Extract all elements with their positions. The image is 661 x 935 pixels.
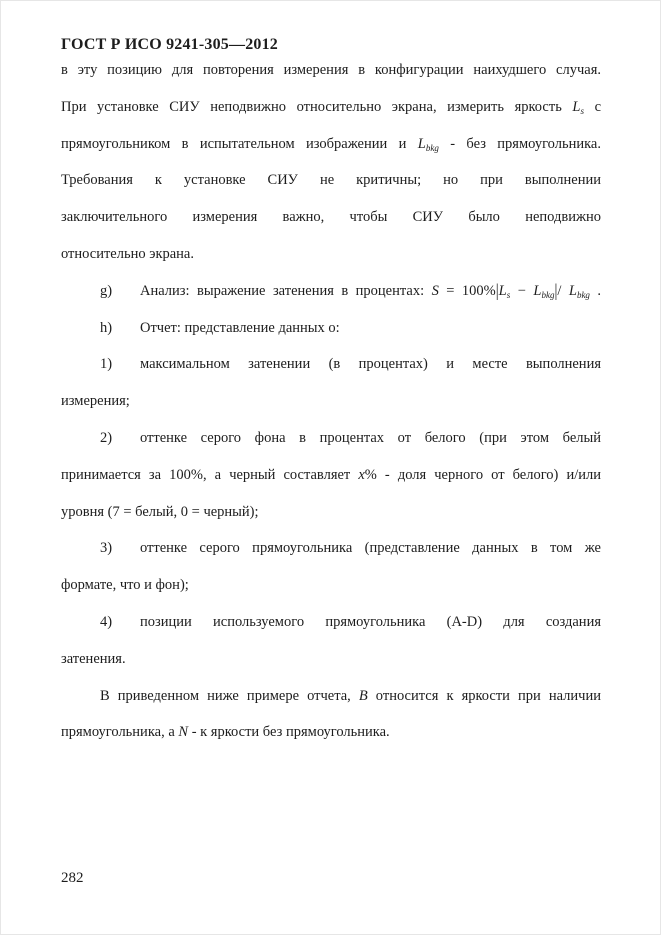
- text-line: [61, 52, 601, 89]
- text-line: [61, 641, 601, 678]
- list-marker: 3): [100, 540, 113, 557]
- math-bar: |: [554, 280, 558, 301]
- text-segment: заключительного измерения важно, чтобы СИУ было неподвижно: [61, 209, 601, 226]
- text-segment: % - доля черного от белого) и/или: [364, 466, 601, 483]
- math-variable: B: [358, 687, 368, 704]
- text-segment: максимальном затенении (в процентах) и месте выполнения: [140, 356, 601, 373]
- list-marker: 1): [100, 356, 113, 373]
- text-line: [61, 199, 601, 236]
- text-line: [61, 494, 601, 531]
- text-line: [61, 89, 601, 126]
- text-line: [61, 162, 601, 199]
- text-segment: оттенке серого прямоугольника (представление данных в том же: [140, 540, 601, 557]
- math-variable: L: [568, 282, 577, 299]
- text-line: [61, 310, 601, 347]
- text-segment: - к яркости без прямоугольника.: [188, 724, 390, 741]
- text-line: [61, 567, 601, 604]
- text-segment: .: [589, 282, 602, 299]
- text-segment: относительно экрана.: [61, 245, 194, 262]
- math-subscript: bkg: [425, 142, 439, 153]
- text-segment: В приведенном ниже примере отчета,: [100, 687, 359, 704]
- math-variable: S: [431, 282, 439, 299]
- document-header: ГОСТ Р ИСО 9241-305—2012: [61, 36, 278, 53]
- page-number: 282: [61, 870, 84, 886]
- text-line: [61, 236, 601, 273]
- math-subscript: s: [506, 289, 511, 300]
- text-segment: оттенке серого фона в процентах от белого (при этом белый: [140, 429, 601, 446]
- list-marker: 4): [100, 613, 113, 630]
- math-bar: |: [495, 280, 499, 301]
- math-variable: L: [533, 282, 542, 299]
- text-line: [61, 678, 601, 715]
- text-segment: относится к яркости при наличии: [367, 687, 601, 704]
- text-segment: уровня (7 = белый, 0 = черный);: [61, 503, 259, 520]
- text-segment: в эту позицию для повторения измерения в конфигурации наихудшего случая.: [61, 62, 601, 78]
- math-subscript: bkg: [541, 289, 555, 300]
- text-line: [61, 273, 601, 310]
- math-variable: L: [417, 135, 426, 152]
- text-segment: прямоугольником в испытательном изображении и: [61, 135, 418, 152]
- text-segment: принимается за 100%, а черный составляет: [61, 466, 359, 483]
- text-line: [61, 530, 601, 567]
- math-variable: x: [358, 466, 365, 483]
- math-variable: L: [572, 98, 581, 115]
- text-line: [61, 604, 601, 641]
- text-segment: измерения;: [61, 393, 130, 410]
- body-text: [61, 52, 601, 751]
- text-line: [61, 457, 601, 494]
- math-variable: N: [178, 724, 189, 741]
- text-segment: с: [583, 98, 602, 115]
- text-line: [61, 383, 601, 420]
- list-marker: h): [100, 319, 113, 336]
- text-line: [61, 420, 601, 457]
- text-segment: −: [510, 282, 534, 299]
- text-line: [61, 714, 601, 751]
- text-line: [61, 346, 601, 383]
- text-segment: формате, что и фон);: [61, 577, 189, 594]
- text-segment: прямоугольника, а: [61, 724, 179, 741]
- text-segment: Анализ: выражение затенения в процентах:: [140, 282, 432, 299]
- text-segment: позиции используемого прямоугольника (A-D) для создания: [140, 613, 601, 630]
- text-segment: При установке СИУ неподвижно относительно экрана, измерить яркость: [61, 98, 573, 115]
- text-line: [61, 126, 601, 163]
- math-subscript: bkg: [576, 289, 590, 300]
- math-subscript: s: [580, 105, 584, 116]
- list-marker: 2): [100, 429, 113, 446]
- math-variable: L: [498, 282, 507, 299]
- text-segment: = 100%: [438, 282, 496, 299]
- text-segment: затенения.: [61, 650, 126, 667]
- list-marker: g): [100, 282, 113, 299]
- text-segment: Требования к установке СИУ не критичны; но при выполнении: [61, 172, 601, 189]
- text-segment: /: [557, 282, 569, 299]
- text-segment: - без прямоугольника.: [438, 135, 601, 152]
- text-segment: Отчет: представление данных о:: [140, 319, 340, 336]
